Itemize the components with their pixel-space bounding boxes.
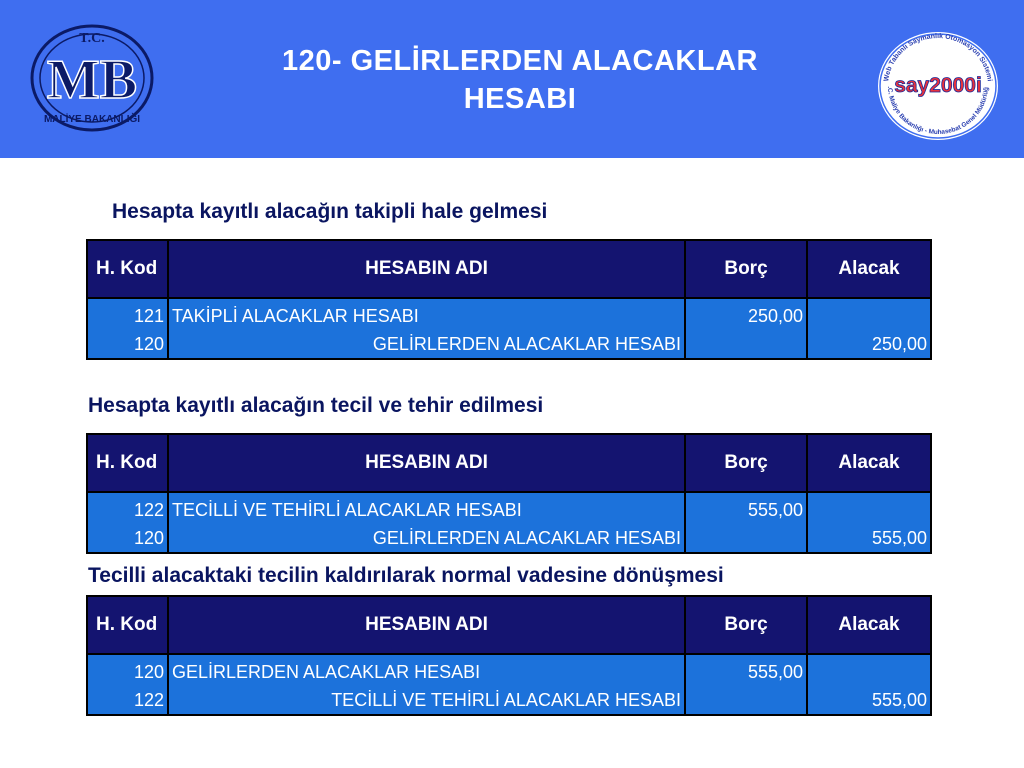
account-name: TECİLLİ VE TEHİRLİ ALACAKLAR HESABI xyxy=(168,492,685,524)
account-name: GELİRLERDEN ALACAKLAR HESABI xyxy=(168,330,685,359)
journal-table-2 xyxy=(86,433,932,554)
right-logo-arc-top: Web Tabanlı Saymanlık Otomasyon Sistemi xyxy=(883,32,993,82)
debit-amount xyxy=(685,524,807,553)
col-header-code: H. Kod xyxy=(87,596,168,654)
journal-table-3 xyxy=(86,595,932,716)
table-row xyxy=(87,654,931,686)
journal-table-1 xyxy=(86,239,932,360)
table-row xyxy=(87,298,931,330)
say2000i-logo xyxy=(874,30,1002,142)
table-row xyxy=(87,686,931,715)
title-line-1: 120- GELİRLERDEN ALACAKLAR xyxy=(282,45,758,77)
col-header-debit: Borç xyxy=(685,434,807,492)
account-code: 121 xyxy=(87,298,168,330)
credit-amount: 555,00 xyxy=(807,524,931,553)
col-header-debit: Borç xyxy=(685,240,807,298)
account-code: 120 xyxy=(87,330,168,359)
credit-amount xyxy=(807,654,931,686)
account-name: GELİRLERDEN ALACAKLAR HESABI xyxy=(168,524,685,553)
maliye-bakanligi-logo xyxy=(28,22,156,134)
account-name: TECİLLİ VE TEHİRLİ ALACAKLAR HESABI xyxy=(168,686,685,715)
credit-amount xyxy=(807,298,931,330)
account-code: 120 xyxy=(87,524,168,553)
left-logo-top-text: T.C. xyxy=(79,31,105,46)
col-header-credit: Alacak xyxy=(807,596,931,654)
table-header-row xyxy=(87,240,931,298)
credit-amount: 555,00 xyxy=(807,686,931,715)
col-header-name: HESABIN ADI xyxy=(168,434,685,492)
debit-amount xyxy=(685,686,807,715)
table-row xyxy=(87,524,931,553)
table-header-row xyxy=(87,596,931,654)
right-logo-main-text: say2000i xyxy=(894,74,982,97)
table-header-row xyxy=(87,434,931,492)
title-line-2: HESABI xyxy=(463,83,577,115)
account-code: 122 xyxy=(87,492,168,524)
right-logo-arc-bottom: .C. Maliye Bakanlığı - Muhasebat Genel Müdürlüğ xyxy=(885,86,991,137)
debit-amount: 555,00 xyxy=(685,492,807,524)
header-bar xyxy=(0,0,1024,158)
col-header-credit: Alacak xyxy=(807,434,931,492)
account-name: GELİRLERDEN ALACAKLAR HESABI xyxy=(168,654,685,686)
credit-amount: 250,00 xyxy=(807,330,931,359)
account-code: 122 xyxy=(87,686,168,715)
col-header-credit: Alacak xyxy=(807,240,931,298)
debit-amount xyxy=(685,330,807,359)
col-header-code: H. Kod xyxy=(87,240,168,298)
account-code: 120 xyxy=(87,654,168,686)
account-name: TAKİPLİ ALACAKLAR HESABI xyxy=(168,298,685,330)
left-logo-main-text: MB xyxy=(46,49,138,111)
section-heading-2: Hesapta kayıtlı alacağın tecil ve tehir edilmesi xyxy=(88,394,544,417)
table-row xyxy=(87,492,931,524)
credit-amount xyxy=(807,492,931,524)
col-header-name: HESABIN ADI xyxy=(168,596,685,654)
page-title xyxy=(190,42,850,118)
col-header-name: HESABIN ADI xyxy=(168,240,685,298)
table-row xyxy=(87,330,931,359)
debit-amount: 555,00 xyxy=(685,654,807,686)
section-heading-1: Hesapta kayıtlı alacağın takipli hale gelmesi xyxy=(112,200,548,223)
col-header-debit: Borç xyxy=(685,596,807,654)
left-logo-bottom-text: MALİYE BAKANLIĞI xyxy=(43,114,141,125)
col-header-code: H. Kod xyxy=(87,434,168,492)
section-heading-3: Tecilli alacaktaki tecilin kaldırılarak normal vadesine dönüşmesi xyxy=(88,564,724,587)
debit-amount: 250,00 xyxy=(685,298,807,330)
